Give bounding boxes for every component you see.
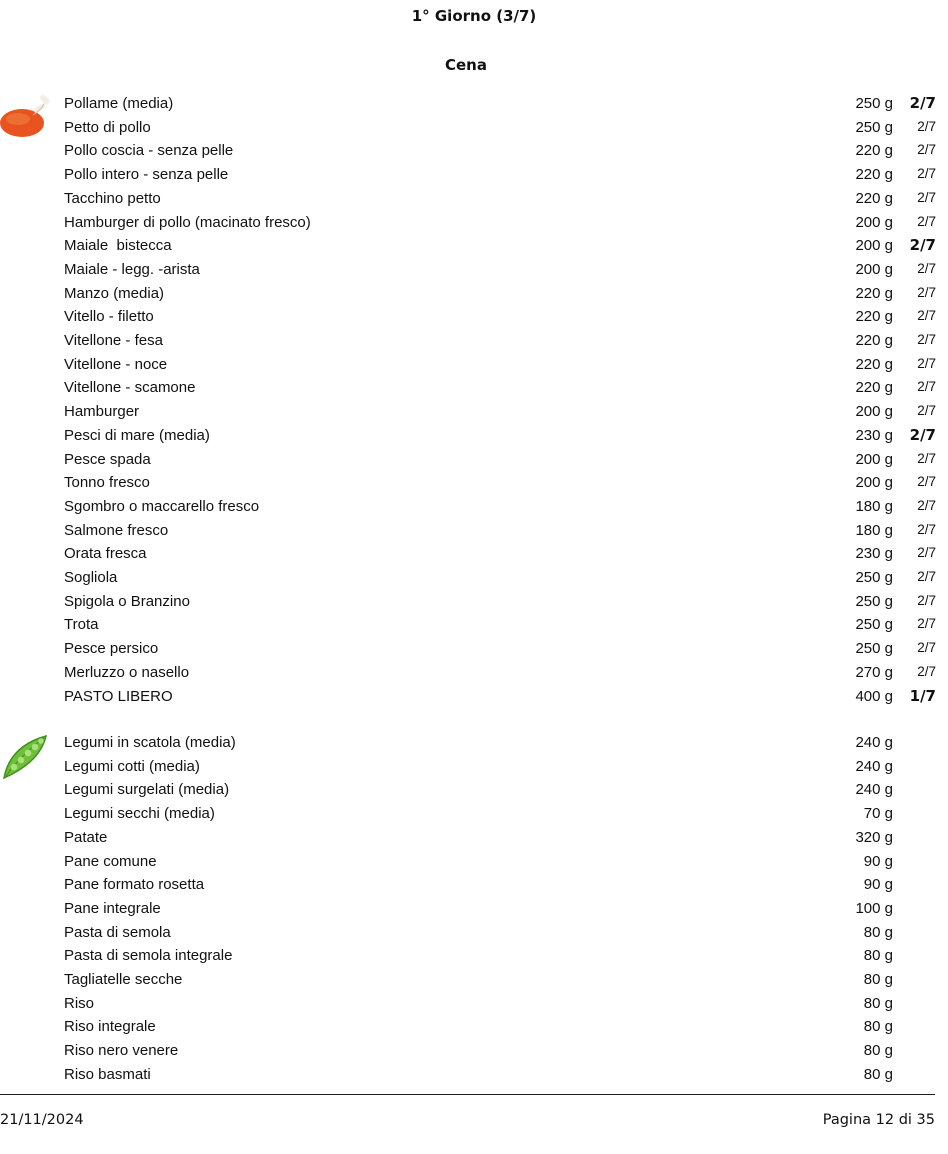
food-frequency: 2/7 [917,663,936,679]
food-name: Legumi surgelati (media) [64,781,230,799]
food-name: Trota [64,616,99,634]
food-quantity: 80 g [863,1065,893,1083]
food-quantity: 80 g [863,947,893,965]
food-quantity: 240 g [855,734,893,751]
food-row [0,449,948,473]
food-name: Tonno fresco [64,474,150,492]
food-name: Pane formato rosetta [64,876,205,894]
food-name: Riso basmati [64,1065,151,1083]
food-quantity: 200 g [855,450,893,468]
food-row [0,354,948,378]
food-frequency: 2/7 [917,592,936,608]
food-row [0,496,948,520]
food-row [0,851,948,875]
food-row [0,898,948,922]
food-name: Vitello - filetto [64,308,154,326]
food-quantity: 240 g [855,757,893,775]
food-quantity: 220 g [855,379,893,397]
footer-divider [0,1094,935,1095]
food-name: Vitellone - noce [64,355,168,373]
food-row [0,1064,948,1088]
food-frequency: 2/7 [909,425,936,444]
food-frequency: 2/7 [917,142,936,158]
food-frequency: 2/7 [917,118,936,134]
food-name: Salmone fresco [64,521,169,539]
food-name: Sgombro o maccarello fresco [64,497,260,515]
food-name: Maiale - legg. -arista [64,260,200,278]
food-quantity: 270 g [855,663,893,681]
food-quantity: 250 g [855,616,893,634]
food-name: Vitellone - scamone [64,379,196,397]
food-row [0,969,948,993]
food-name: Riso nero venere [64,1042,179,1060]
food-row [0,212,948,236]
food-quantity: 220 g [855,166,893,184]
food-quantity: 80 g [863,923,893,941]
food-name: Pasta di semola integrale [64,947,233,965]
food-quantity: 90 g [863,876,893,894]
food-row [0,1040,948,1064]
food-quantity: 250 g [855,640,893,658]
food-frequency: 2/7 [917,403,936,419]
food-row [0,591,948,615]
food-name: Maiale bistecca [64,237,172,255]
food-name: Pollo intero - senza pelle [64,166,229,184]
food-quantity: 320 g [855,828,893,846]
food-name: Tagliatelle secche [64,971,183,988]
food-frequency: 2/7 [917,332,936,347]
food-name: Pesce persico [64,640,159,658]
food-row [0,993,948,1017]
food-quantity: 240 g [855,781,893,799]
food-row [0,425,948,449]
food-quantity: 250 g [855,118,893,136]
food-quantity: 230 g [855,426,893,444]
food-name: Legumi in scatola (media) [64,734,236,751]
food-quantity: 400 g [855,687,893,705]
page-title: 1° Giorno (3/7) [411,7,537,25]
food-name: Tacchino petto [64,189,161,207]
food-name: Manzo (media) [64,284,165,302]
food-name: Sogliola [64,569,118,586]
food-name: Riso integrale [64,1018,156,1036]
food-row [0,283,948,307]
food-quantity: 220 g [855,142,893,160]
food-quantity: 220 g [855,284,893,302]
food-quantity: 80 g [863,971,893,988]
food-frequency: 2/7 [917,308,936,324]
food-name: Pesce spada [64,450,151,468]
food-frequency: 2/7 [917,284,936,300]
food-frequency: 2/7 [917,616,936,632]
food-row [0,188,948,212]
food-row [0,164,948,188]
food-row [0,874,948,898]
food-name: Spigola o Branzino [64,592,190,610]
footer-date: 21/11/2024 [0,1112,84,1128]
food-quantity: 220 g [855,308,893,326]
food-quantity: 180 g [855,521,893,539]
food-quantity: 220 g [855,332,893,349]
food-frequency: 2/7 [917,497,936,513]
food-quantity: 200 g [855,213,893,231]
food-quantity: 200 g [855,260,893,278]
food-name: Pollo coscia - senza pelle [64,142,234,160]
footer-page-number: Pagina 12 di 35 [822,1112,935,1128]
food-frequency: 1/7 [909,686,936,705]
food-name: Pollame (media) [64,95,174,112]
food-frequency: 2/7 [917,189,936,205]
food-row [0,567,948,591]
food-row [0,686,948,710]
food-frequency: 2/7 [917,379,936,395]
food-frequency: 2/7 [917,474,936,490]
food-row [0,401,948,425]
food-row [0,827,948,851]
food-name: Pasta di semola [64,923,171,941]
food-row [0,306,948,330]
food-name: Hamburger di pollo (macinato fresco) [64,213,311,231]
food-row [0,662,948,686]
food-frequency: 2/7 [909,236,936,255]
food-frequency: 2/7 [917,260,936,276]
food-row [0,638,948,662]
food-name: Legumi secchi (media) [64,805,215,823]
food-name: Pesci di mare (media) [64,426,210,444]
food-name: Merluzzo o nasello [64,663,190,681]
food-row [0,803,948,827]
food-quantity: 250 g [855,569,893,586]
food-row [0,330,948,354]
food-name: Pane comune [64,852,157,870]
food-name: Legumi cotti (media) [64,757,200,775]
food-quantity: 90 g [863,852,893,870]
food-name: Hamburger [64,403,140,421]
food-row [0,756,948,780]
food-row [0,93,948,117]
food-frequency: 2/7 [917,545,936,561]
food-quantity: 80 g [863,994,893,1012]
food-quantity: 80 g [863,1018,893,1036]
food-row [0,140,948,164]
food-quantity: 230 g [855,545,893,563]
food-quantity: 180 g [855,497,893,515]
food-row [0,472,948,496]
food-row [0,117,948,141]
food-quantity: 200 g [855,403,893,421]
food-row [0,945,948,969]
food-frequency: 2/7 [917,640,936,656]
food-frequency: 2/7 [917,569,936,584]
food-frequency: 2/7 [917,213,936,229]
food-quantity: 250 g [855,95,893,112]
food-quantity: 70 g [863,805,893,823]
food-row [0,779,948,803]
food-name: Petto di pollo [64,118,151,136]
food-name: Pane integrale [64,899,161,917]
food-name: Orata fresca [64,545,147,563]
food-row [0,1016,948,1040]
meal-title: Cena [445,56,487,74]
food-frequency: 2/7 [917,355,936,371]
food-frequency: 2/7 [917,521,936,537]
food-frequency: 2/7 [917,450,936,466]
food-row [0,543,948,567]
food-frequency: 2/7 [909,94,936,112]
food-name: Riso [64,994,95,1012]
food-quantity: 200 g [855,237,893,255]
food-row [0,520,948,544]
food-row [0,235,948,259]
food-name: PASTO LIBERO [64,687,173,705]
food-row [0,377,948,401]
food-quantity: 250 g [855,592,893,610]
food-quantity: 100 g [855,899,893,917]
food-row [0,732,948,756]
food-row [0,614,948,638]
food-quantity: 80 g [863,1042,893,1060]
food-quantity: 200 g [855,474,893,492]
food-name: Vitellone - fesa [64,332,163,349]
food-name: Patate [64,828,108,846]
food-quantity: 220 g [855,355,893,373]
food-frequency: 2/7 [917,166,936,182]
food-row [0,922,948,946]
food-row [0,259,948,283]
food-quantity: 220 g [855,189,893,207]
